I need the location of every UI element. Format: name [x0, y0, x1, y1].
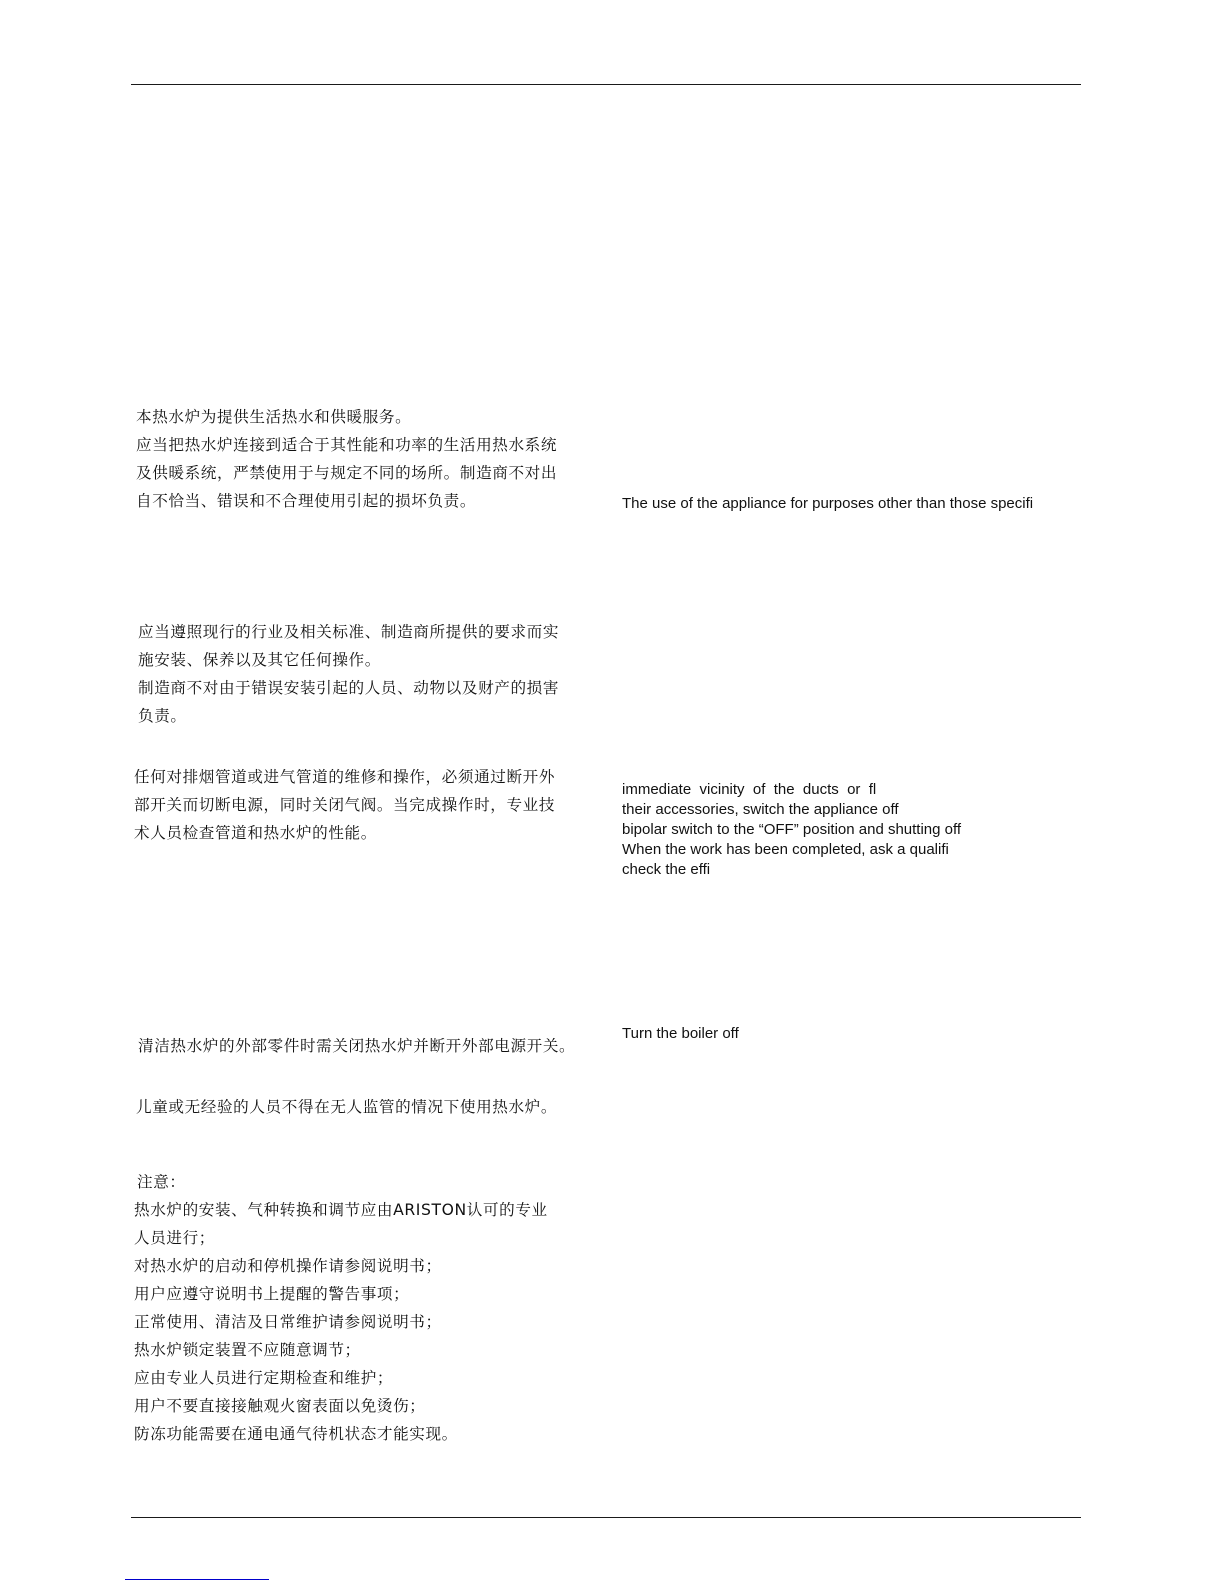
header-rule	[131, 84, 1081, 85]
notice-heading: 注意：	[137, 1173, 186, 1191]
text-line: 术人员检查管道和热水炉的性能。	[134, 824, 377, 842]
text-line: When the work has been completed, ask a qualifi	[622, 841, 949, 858]
text-line: 制造商不对由于错误安装引起的人员、动物以及财产的损害	[138, 679, 560, 697]
footer-rule	[131, 1517, 1081, 1518]
installation-paragraph-zh	[138, 618, 559, 730]
cleaning-paragraph-en	[622, 1024, 739, 1044]
text-line: Turn the boiler off	[622, 1025, 739, 1042]
text-line: 负责。	[138, 707, 187, 725]
cleaning-paragraph-zh	[138, 1032, 575, 1060]
notice-item: 防冻功能需要在通电通气待机状态才能实现。	[134, 1425, 458, 1443]
notice-item: 热水炉的安装、气种转换和调节应由ARISTON认可的专业	[134, 1201, 548, 1219]
notice-list-zh	[134, 1168, 548, 1448]
flue-maintenance-paragraph-zh	[134, 763, 555, 847]
text-line: The use of the appliance for purposes other than those specifi	[622, 495, 1034, 512]
text-line: 应当遵照现行的行业及相关标准、制造商所提供的要求而实	[138, 623, 560, 641]
notice-item: 人员进行；	[134, 1229, 215, 1247]
notice-item: 用户应遵守说明书上提醒的警告事项；	[134, 1285, 410, 1303]
text-line: 儿童或无经验的人员不得在无人监管的情况下使用热水炉。	[136, 1098, 558, 1116]
children-warning-zh	[136, 1093, 557, 1121]
flue-maintenance-paragraph-en	[622, 780, 961, 880]
text-line: 应当把热水炉连接到适合于其性能和功率的生活用热水系统	[136, 436, 558, 454]
text-line: 本热水炉为提供生活热水和供暖服务。	[136, 408, 412, 426]
text-line: bipolar switch to the “OFF” position and shutting off	[622, 821, 962, 838]
notice-item: 正常使用、清洁及日常维护请参阅说明书；	[134, 1313, 442, 1331]
text-line: 清洁热水炉的外部零件时需关闭热水炉并断开外部电源开关。	[138, 1037, 576, 1055]
text-line: 自不恰当、错误和不合理使用引起的损坏负责。	[136, 492, 477, 510]
usage-paragraph-zh	[136, 403, 557, 515]
hyperlink-underline[interactable]	[125, 1579, 269, 1580]
notice-item: 应由专业人员进行定期检查和维护；	[134, 1369, 394, 1387]
text-line: 部开关而切断电源，同时关闭气阀。当完成操作时，专业技	[134, 796, 556, 814]
text-line: immediate vicinity of the ducts or fl	[622, 781, 877, 798]
usage-paragraph-en	[622, 494, 1033, 514]
text-line: 任何对排烟管道或进气管道的维修和操作，必须通过断开外	[134, 768, 556, 786]
text-line: check the effi	[622, 861, 711, 878]
text-line: 施安装、保养以及其它任何操作。	[138, 651, 381, 669]
text-line: their accessories, switch the appliance off	[622, 801, 899, 818]
notice-item: 用户不要直接接触观火窗表面以免烫伤；	[134, 1397, 426, 1415]
notice-item: 热水炉锁定装置不应随意调节；	[134, 1341, 361, 1359]
text-line: 及供暖系统，严禁使用于与规定不同的场所。制造商不对出	[136, 464, 558, 482]
notice-item: 对热水炉的启动和停机操作请参阅说明书；	[134, 1257, 442, 1275]
